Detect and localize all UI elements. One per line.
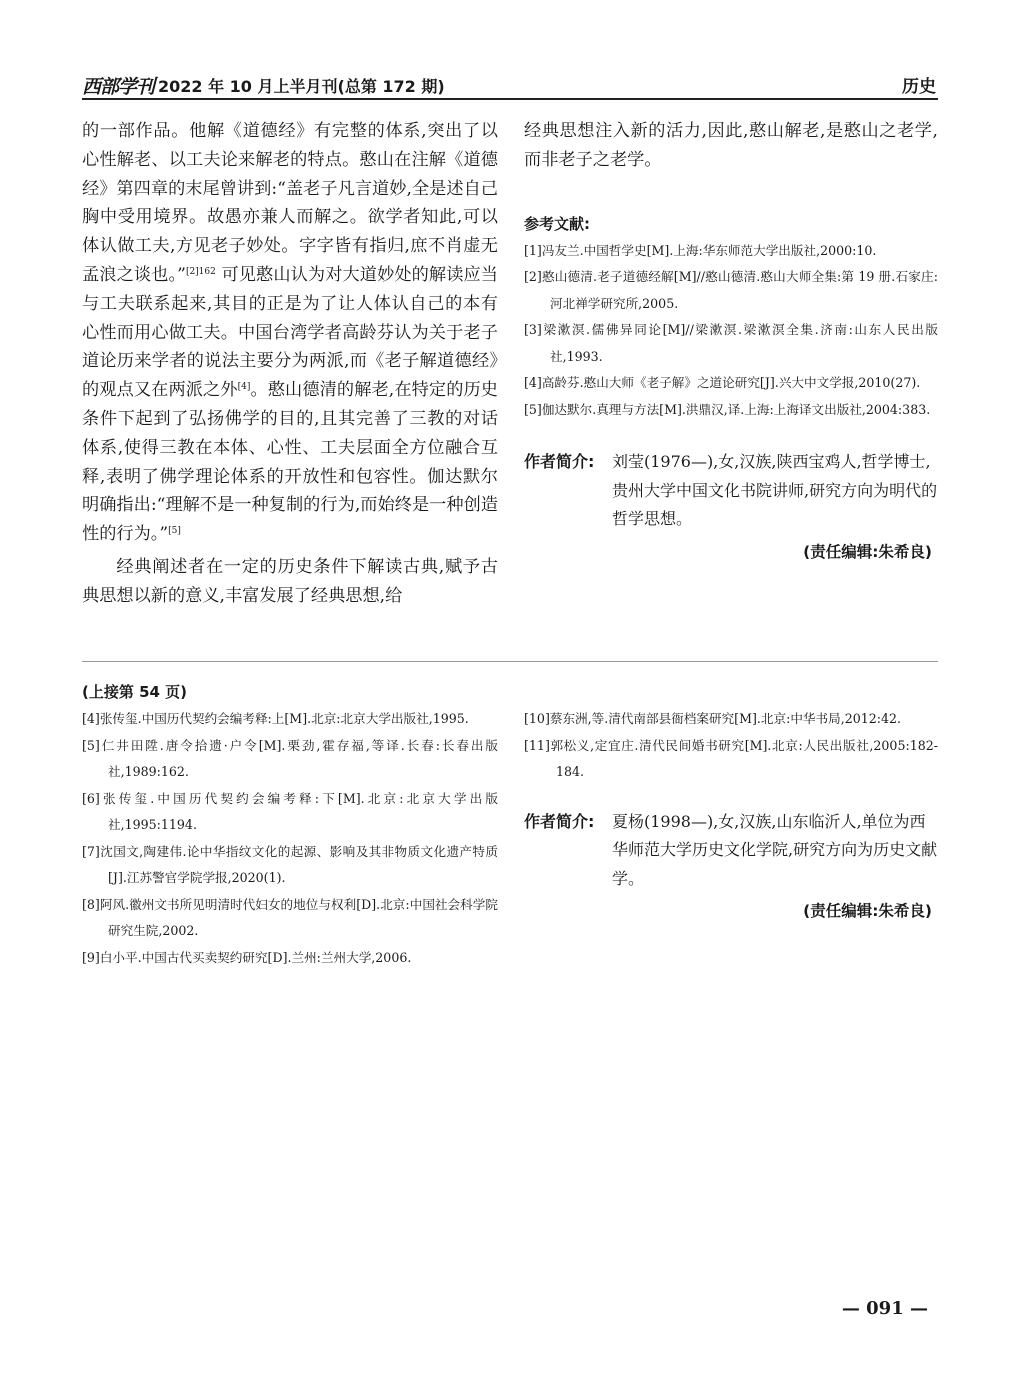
body-paragraph xyxy=(82,117,498,549)
paragraph-text: 。憨山德清的解老,在特定的历史条件下起到了弘扬佛学的目的,且其完善了三教的对话体系,使得三教在本体、心性、工夫层面全方位融合互释,表明了佛学理论体系的开放性和包容性。伽达默尔明确指出:“理解不是一种复制的行为,而始终是一种创造性的行为。” xyxy=(82,380,498,545)
author-bio xyxy=(524,448,938,534)
references-heading: 参考文献: xyxy=(524,214,590,233)
reference-item: [10]蔡东洲,等.清代南部县衙档案研究[M].北京:中华书局,2012:42. xyxy=(524,711,902,726)
reference-item: [11]郭松义,定宜庄.清代民间婚书研究[M].北京:人民出版社,2005:182-184. xyxy=(524,737,938,779)
journal-logo: 西部学刊 xyxy=(82,76,155,98)
paragraph-text: 的一部作品。他解《道德经》有完整的体系,突出了以心性解老、以工夫论来解老的特点。憨山在注解《道德经》第四章的末尾曾讲到:“盖老子凡言道妙,全是述自己胸中受用境界。故愚亦兼人而解之。欲学者知此,可以体认做工夫,方见老子妙处。字字皆有指归,庶不肖虚无孟浪之谈也。” xyxy=(82,121,498,285)
reference-item: [2]憨山德清.老子道德经解[M]//憨山德清.憨山大师全集:第 19 册.石家庄:河北禅学研究所,2005. xyxy=(524,269,938,311)
reference-item: [5]仁井田陞.唐令拾遗·户令[M].栗劲,霍存福,等译.长春:长春出版社,1989:162. xyxy=(82,737,498,779)
citation-superscript: [2]162 xyxy=(185,266,216,277)
continued-reference-list-right xyxy=(524,706,938,786)
page-header xyxy=(82,66,938,102)
right-column xyxy=(524,117,938,562)
reference-item: [6]张传玺.中国历代契约会编考释:下[M].北京:北京大学出版社,1995:1194. xyxy=(82,790,498,832)
continuation-heading: (上接第 54 页) xyxy=(82,683,188,701)
author-text: 刘莹(1976—),女,汉族,陕西宝鸡人,哲学博士,贵州大学中国文化书院讲师,研究方向为明代的哲学思想。 xyxy=(612,452,938,529)
body-paragraph: 经典思想注入新的活力,因此,憨山解老,是憨山之老学,而非老子之老学。 xyxy=(524,121,938,170)
reference-list xyxy=(524,238,938,424)
author-bio xyxy=(524,808,938,894)
issue-info: 2022 年 10 月上半月刊(总第 172 期) xyxy=(158,77,445,96)
reference-item: [8]阿风.徽州文书所见明清时代妇女的地位与权利[D].北京:中国社会科学院研究生院,2002. xyxy=(82,896,498,938)
continued-right-column xyxy=(524,706,938,921)
reference-item: [3]梁漱溟.儒佛异同论[M]//梁漱溟.梁漱溟全集.济南:山东人民出版社,1993. xyxy=(524,322,938,364)
author-text: 夏杨(1998—),女,汉族,山东临沂人,单位为西华师范大学历史文化学院,研究方向为历史文献学。 xyxy=(612,811,938,888)
responsible-editor: (责任编辑:朱希良) xyxy=(803,902,932,920)
section-divider xyxy=(82,661,938,662)
page-number: — 091 — xyxy=(841,1298,928,1319)
author-label: 作者简介: xyxy=(524,452,595,472)
reference-item: [4]高龄芬.憨山大师《老子解》之道论研究[J].兴大中文学报,2010(27). xyxy=(524,375,921,391)
left-column xyxy=(82,117,498,611)
header-rule xyxy=(82,98,938,100)
author-label: 作者简介: xyxy=(524,811,595,831)
citation-superscript: [5] xyxy=(168,526,181,537)
section-name: 历史 xyxy=(902,77,936,97)
reference-item: [5]伽达默尔.真理与方法[M].洪鼎汉,译.上海:上海译文出版社,2004:383. xyxy=(524,401,931,417)
citation-superscript: [4] xyxy=(237,382,251,393)
continued-reference-list-left xyxy=(82,706,498,971)
body-paragraph: 经典阐述者在一定的历史条件下解读古典,赋予古典思想以新的意义,丰富发展了经典思想,给 xyxy=(82,556,498,606)
reference-item: [1]冯友兰.中国哲学史[M].上海:华东师范大学出版社,2000:10. xyxy=(524,242,877,258)
reference-item: [4]张传玺.中国历代契约会编考释:上[M].北京:北京大学出版社,1995. xyxy=(82,711,469,726)
responsible-editor: (责任编辑:朱希良) xyxy=(803,542,932,561)
reference-item: [7]沈国文,陶建伟.论中华指纹文化的起源、影响及其非物质文化遗产特质[J].江苏警官学院学报,2020(1). xyxy=(82,843,498,885)
reference-item: [9]白小平.中国古代买卖契约研究[D].兰州:兰州大学,2006. xyxy=(82,949,412,965)
paragraph-text: 可见憨山认为对大道妙处的解读应当与工夫联系起来,其目的正是为了让人体认自己的本有心性而用心做工夫。中国台湾学者高龄芬认为关于老子道论历来学者的说法主要分为两派,而《老子解道德经》的观点又在两派之外 xyxy=(82,264,498,401)
